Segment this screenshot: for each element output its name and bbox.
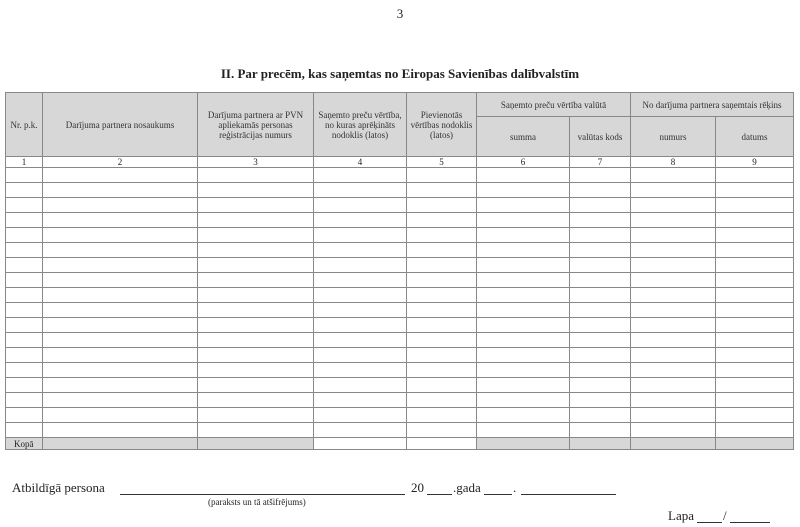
total-row [6,438,794,450]
partner-reg-cell[interactable] [198,168,314,183]
signature-line[interactable] [120,494,405,495]
month-line[interactable] [521,494,616,495]
invoice-date-cell[interactable] [716,168,794,183]
table-row [6,333,794,348]
goods-value-cell[interactable] [314,183,407,198]
invoice-date-cell[interactable] [716,213,794,228]
column-number: 6 [477,157,570,168]
table-row [6,273,794,288]
sum-cell[interactable] [477,258,570,273]
row-nr-cell[interactable] [6,318,43,333]
currency-code-cell[interactable] [570,318,631,333]
partner-name-cell[interactable] [43,168,198,183]
goods-value-cell[interactable] [314,213,407,228]
invoice-date-cell[interactable] [716,393,794,408]
vat-cell[interactable] [407,183,477,198]
currency-code-cell[interactable] [570,183,631,198]
partner-name-cell[interactable] [43,303,198,318]
vat-cell[interactable] [407,363,477,378]
sum-cell[interactable] [477,228,570,243]
row-nr-cell[interactable] [6,198,43,213]
table-row [6,288,794,303]
partner-name-cell[interactable] [43,423,198,438]
header-goods-value-lats: Saņemto preču vērtība, no kuras aprēķināts nodoklis (latos) [314,93,407,157]
invoice-number-cell[interactable] [631,303,716,318]
vat-cell[interactable] [407,258,477,273]
row-nr-cell[interactable] [6,288,43,303]
total-cell [570,438,631,450]
vat-cell[interactable] [407,378,477,393]
invoice-date-cell[interactable] [716,363,794,378]
goods-value-cell[interactable] [314,423,407,438]
vat-cell[interactable] [407,318,477,333]
goods-value-cell[interactable] [314,243,407,258]
goods-value-cell[interactable] [314,258,407,273]
partner-reg-cell[interactable] [198,228,314,243]
goods-value-cell[interactable] [314,198,407,213]
table-row [6,168,794,183]
partner-reg-cell[interactable] [198,423,314,438]
table-row [6,363,794,378]
row-nr-cell[interactable] [6,168,43,183]
partner-reg-cell[interactable] [198,333,314,348]
partner-name-cell[interactable] [43,318,198,333]
table-row [6,378,794,393]
row-nr-cell[interactable] [6,363,43,378]
currency-code-cell[interactable] [570,348,631,363]
header-invoice-group: No darījuma partnera saņemtais rēķins [631,93,794,117]
invoice-date-cell[interactable] [716,423,794,438]
currency-code-cell[interactable] [570,228,631,243]
invoice-number-cell[interactable] [631,408,716,423]
partner-reg-cell[interactable] [198,408,314,423]
goods-value-cell[interactable] [314,228,407,243]
invoice-number-cell[interactable] [631,273,716,288]
currency-code-cell[interactable] [570,363,631,378]
table-row [6,183,794,198]
partner-name-cell[interactable] [43,273,198,288]
invoice-number-cell[interactable] [631,333,716,348]
header-currency-value-group: Saņemto preču vērtība valūtā [477,93,631,117]
partner-reg-cell[interactable] [198,243,314,258]
currency-code-cell[interactable] [570,288,631,303]
invoice-number-cell[interactable] [631,228,716,243]
table-row [6,213,794,228]
row-nr-cell[interactable] [6,243,43,258]
vat-cell[interactable] [407,423,477,438]
sum-cell[interactable] [477,183,570,198]
sum-cell[interactable] [477,408,570,423]
table-row [6,198,794,213]
header-currency-code: valūtas kods [570,117,631,157]
sum-cell[interactable] [477,213,570,228]
partner-reg-cell[interactable] [198,348,314,363]
currency-code-cell[interactable] [570,378,631,393]
goods-value-cell[interactable] [314,273,407,288]
invoice-date-cell[interactable] [716,228,794,243]
invoice-number-cell[interactable] [631,168,716,183]
total-cell [631,438,716,450]
row-nr-cell[interactable] [6,183,43,198]
date-dot: . [513,480,517,495]
partner-name-cell[interactable] [43,363,198,378]
goods-value-cell[interactable] [314,318,407,333]
goods-value-cell[interactable] [314,168,407,183]
partner-name-cell[interactable] [43,408,198,423]
row-nr-cell[interactable] [6,333,43,348]
sum-cell[interactable] [477,393,570,408]
goods-value-cell[interactable] [314,348,407,363]
column-number: 4 [314,157,407,168]
page-current-line[interactable] [697,522,722,523]
goods-received-table [5,92,794,450]
partner-name-cell[interactable] [43,198,198,213]
row-nr-cell[interactable] [6,378,43,393]
row-nr-cell[interactable] [6,408,43,423]
year-line[interactable] [427,494,452,495]
currency-code-cell[interactable] [570,423,631,438]
invoice-number-cell[interactable] [631,198,716,213]
column-number: 1 [6,157,43,168]
partner-name-cell[interactable] [43,288,198,303]
invoice-number-cell[interactable] [631,348,716,363]
table-row [6,408,794,423]
signature-footer [0,478,800,527]
column-number: 7 [570,157,631,168]
row-nr-cell[interactable] [6,423,43,438]
header-invoice-number: numurs [631,117,716,157]
total-cell [716,438,794,450]
invoice-date-cell[interactable] [716,258,794,273]
invoice-number-cell[interactable] [631,318,716,333]
partner-name-cell[interactable] [43,243,198,258]
sum-cell[interactable] [477,243,570,258]
partner-name-cell[interactable] [43,213,198,228]
invoice-number-cell[interactable] [631,288,716,303]
goods-value-cell[interactable] [314,393,407,408]
sum-cell[interactable] [477,363,570,378]
signature-hint: (paraksts un tā atšifrējums) [208,497,306,507]
row-nr-cell[interactable] [6,273,43,288]
sum-cell[interactable] [477,198,570,213]
page-number: 3 [396,6,404,21]
table-row [6,258,794,273]
currency-code-cell[interactable] [570,213,631,228]
currency-code-cell[interactable] [570,408,631,423]
column-number-row [6,157,794,168]
invoice-date-cell[interactable] [716,288,794,303]
total-goods-value-cell[interactable] [314,438,407,450]
sum-cell[interactable] [477,318,570,333]
invoice-date-cell[interactable] [716,243,794,258]
invoice-date-cell[interactable] [716,378,794,393]
vat-cell[interactable] [407,198,477,213]
invoice-date-cell[interactable] [716,318,794,333]
row-nr-cell[interactable] [6,213,43,228]
total-vat-cell[interactable] [407,438,477,450]
header-invoice-date: datums [716,117,794,157]
sum-cell[interactable] [477,378,570,393]
header-partner-reg-number: Darījuma partnera ar PVN apliekamās personas reģistrācijas numurs [198,93,314,157]
vat-cell[interactable] [407,393,477,408]
currency-code-cell[interactable] [570,303,631,318]
goods-value-cell[interactable] [314,408,407,423]
invoice-date-cell[interactable] [716,303,794,318]
responsible-person-label: Atbildīgā persona [12,480,105,495]
currency-code-cell[interactable] [570,393,631,408]
partner-reg-cell[interactable] [198,303,314,318]
partner-reg-cell[interactable] [198,183,314,198]
vat-cell[interactable] [407,348,477,363]
table-body [6,168,794,438]
goods-value-cell[interactable] [314,303,407,318]
header-partner-name: Darījuma partnera nosaukums [43,93,198,157]
currency-code-cell[interactable] [570,243,631,258]
sum-cell[interactable] [477,303,570,318]
goods-value-cell[interactable] [314,333,407,348]
year-suffix: .gada [453,480,481,495]
partner-reg-cell[interactable] [198,258,314,273]
invoice-date-cell[interactable] [716,198,794,213]
partner-name-cell[interactable] [43,228,198,243]
partner-name-cell[interactable] [43,333,198,348]
partner-reg-cell[interactable] [198,318,314,333]
goods-value-cell[interactable] [314,378,407,393]
invoice-number-cell[interactable] [631,243,716,258]
year-prefix: 20 [411,480,424,495]
vat-cell[interactable] [407,228,477,243]
table-row [6,393,794,408]
partner-name-cell[interactable] [43,183,198,198]
invoice-date-cell[interactable] [716,333,794,348]
partner-name-cell[interactable] [43,378,198,393]
table-row [6,228,794,243]
invoice-date-cell[interactable] [716,348,794,363]
total-label: Kopā [6,438,43,450]
sum-cell[interactable] [477,333,570,348]
table-row [6,318,794,333]
column-number: 3 [198,157,314,168]
partner-reg-cell[interactable] [198,273,314,288]
currency-code-cell[interactable] [570,258,631,273]
currency-code-cell[interactable] [570,168,631,183]
column-number: 8 [631,157,716,168]
partner-reg-cell[interactable] [198,198,314,213]
invoice-number-cell[interactable] [631,378,716,393]
row-nr-cell[interactable] [6,348,43,363]
currency-code-cell[interactable] [570,273,631,288]
invoice-number-cell[interactable] [631,258,716,273]
header-vat-lats: Pievienotās vērtības nodoklis (latos) [407,93,477,157]
row-nr-cell[interactable] [6,228,43,243]
row-nr-cell[interactable] [6,393,43,408]
currency-code-cell[interactable] [570,333,631,348]
currency-code-cell[interactable] [570,198,631,213]
sum-cell[interactable] [477,273,570,288]
page-separator: / [723,508,727,523]
vat-cell[interactable] [407,408,477,423]
table-row [6,303,794,318]
partner-name-cell[interactable] [43,393,198,408]
row-nr-cell[interactable] [6,303,43,318]
invoice-number-cell[interactable] [631,183,716,198]
page-label: Lapa [668,508,694,523]
total-cell [477,438,570,450]
table-row [6,243,794,258]
total-cell [43,438,198,450]
partner-reg-cell[interactable] [198,213,314,228]
vat-cell[interactable] [407,288,477,303]
vat-cell[interactable] [407,243,477,258]
partner-reg-cell[interactable] [198,393,314,408]
header-sum: summa [477,117,570,157]
total-cell [198,438,314,450]
invoice-number-cell[interactable] [631,423,716,438]
goods-value-cell[interactable] [314,288,407,303]
sum-cell[interactable] [477,288,570,303]
goods-value-cell[interactable] [314,363,407,378]
section-title: II. Par precēm, kas saņemtas no Eiropas Savienības dalībvalstīm [220,66,580,81]
vat-cell[interactable] [407,213,477,228]
partner-reg-cell[interactable] [198,363,314,378]
table-row [6,348,794,363]
sum-cell[interactable] [477,168,570,183]
partner-name-cell[interactable] [43,348,198,363]
header-nr: Nr. p.k. [6,93,43,157]
vat-cell[interactable] [407,168,477,183]
partner-reg-cell[interactable] [198,378,314,393]
invoice-number-cell[interactable] [631,393,716,408]
sum-cell[interactable] [477,423,570,438]
vat-cell[interactable] [407,273,477,288]
vat-cell[interactable] [407,333,477,348]
page-total-line[interactable] [730,522,770,523]
row-nr-cell[interactable] [6,258,43,273]
invoice-date-cell[interactable] [716,273,794,288]
sum-cell[interactable] [477,348,570,363]
vat-cell[interactable] [407,303,477,318]
invoice-date-cell[interactable] [716,183,794,198]
partner-name-cell[interactable] [43,258,198,273]
column-number: 5 [407,157,477,168]
column-number: 2 [43,157,198,168]
table-row [6,423,794,438]
day-line[interactable] [484,494,512,495]
partner-reg-cell[interactable] [198,288,314,303]
invoice-number-cell[interactable] [631,213,716,228]
invoice-date-cell[interactable] [716,408,794,423]
column-number: 9 [716,157,794,168]
invoice-number-cell[interactable] [631,363,716,378]
